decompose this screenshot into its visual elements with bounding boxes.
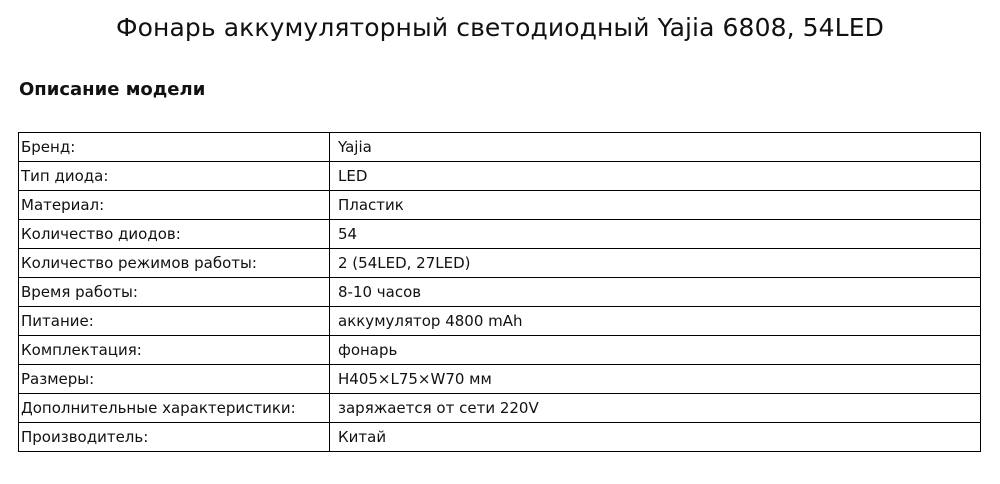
spec-row-manufacturer	[19, 423, 981, 452]
spec-row-modes	[19, 249, 981, 278]
spec-value: Yajia	[330, 133, 981, 162]
spec-value: 2 (54LED, 27LED)	[330, 249, 981, 278]
spec-value: LED	[330, 162, 981, 191]
spec-row-diode-count	[19, 220, 981, 249]
spec-value: фонарь	[330, 336, 981, 365]
spec-row-runtime	[19, 278, 981, 307]
spec-row-extra	[19, 394, 981, 423]
spec-row-diode-type	[19, 162, 981, 191]
specs-table-body	[19, 133, 981, 452]
spec-row-power	[19, 307, 981, 336]
spec-label: Питание:	[19, 307, 330, 336]
spec-row-package	[19, 336, 981, 365]
spec-value: 8-10 часов	[330, 278, 981, 307]
spec-value: аккумулятор 4800 mAh	[330, 307, 981, 336]
spec-label: Время работы:	[19, 278, 330, 307]
spec-label: Производитель:	[19, 423, 330, 452]
spec-value: H405×L75×W70 мм	[330, 365, 981, 394]
spec-label: Комплектация:	[19, 336, 330, 365]
spec-value: заряжается от сети 220V	[330, 394, 981, 423]
spec-label: Количество диодов:	[19, 220, 330, 249]
spec-value: Пластик	[330, 191, 981, 220]
page-title: Фонарь аккумуляторный светодиодный Yajia 6808, 54LED	[116, 13, 884, 42]
section-heading: Описание модели	[19, 79, 206, 100]
spec-label: Дополнительные характеристики:	[19, 394, 330, 423]
spec-row-material	[19, 191, 981, 220]
spec-row-brand	[19, 133, 981, 162]
spec-row-dimensions	[19, 365, 981, 394]
spec-label: Количество режимов работы:	[19, 249, 330, 278]
spec-label: Размеры:	[19, 365, 330, 394]
specs-table	[18, 132, 981, 452]
spec-value: Китай	[330, 423, 981, 452]
spec-label: Материал:	[19, 191, 330, 220]
spec-label: Тип диода:	[19, 162, 330, 191]
spec-label: Бренд:	[19, 133, 330, 162]
spec-value: 54	[330, 220, 981, 249]
